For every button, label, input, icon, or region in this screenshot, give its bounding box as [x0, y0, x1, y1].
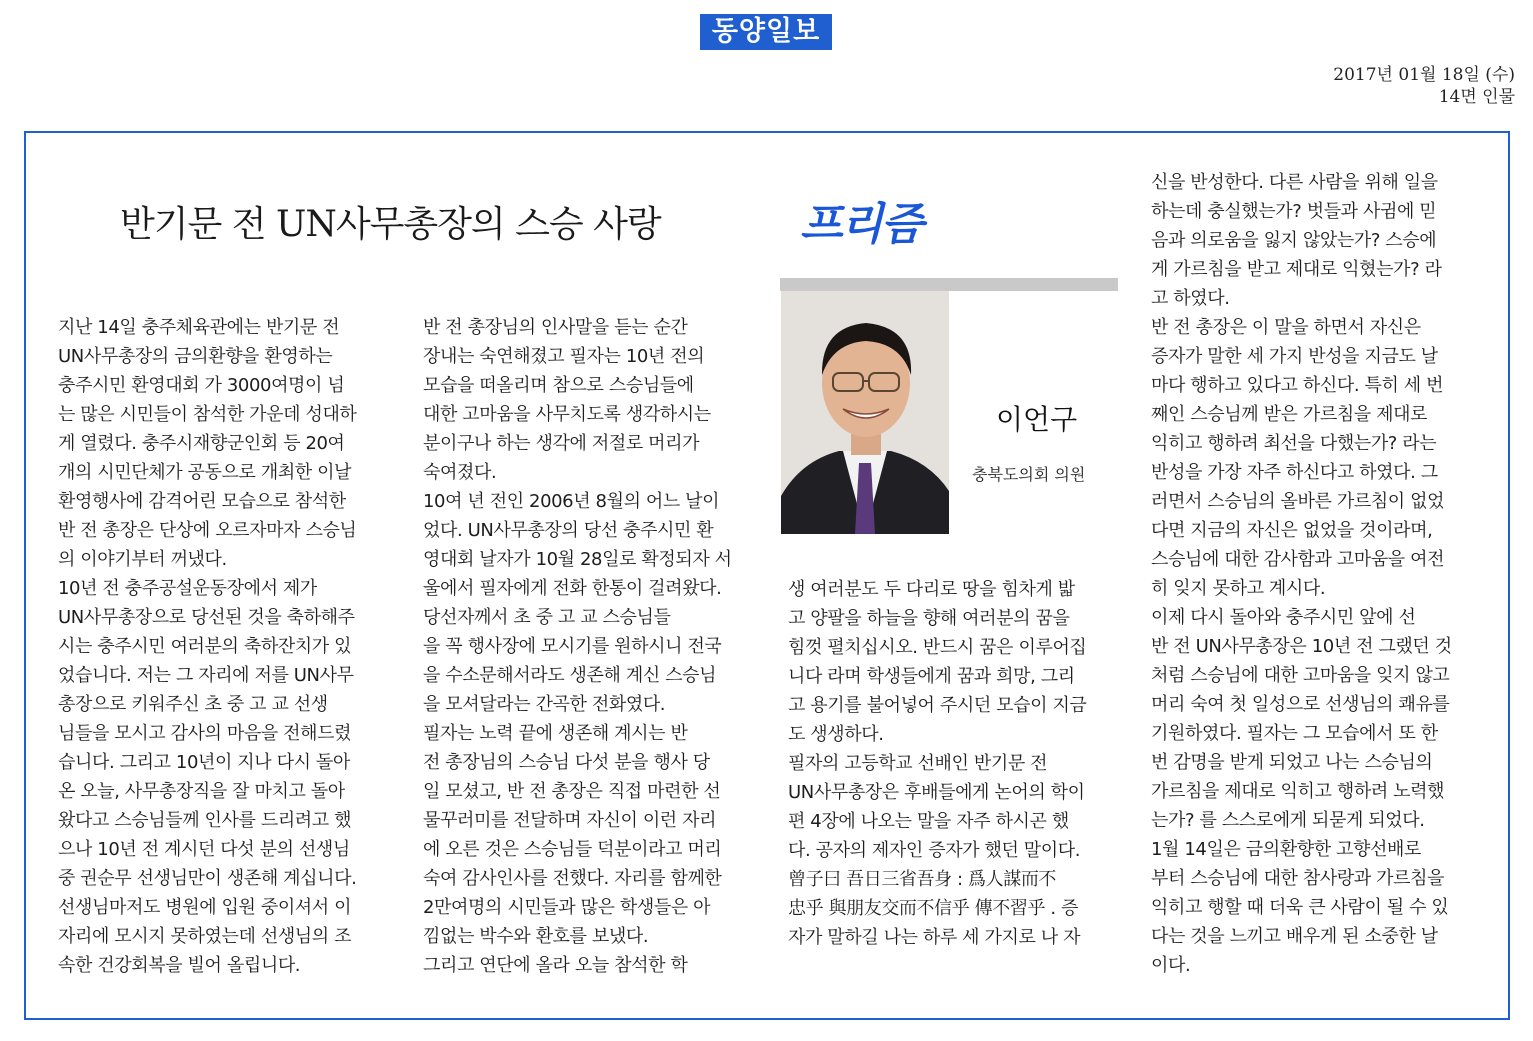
text-line: 고 하였다.: [1151, 288, 1230, 309]
text-line: 영대회 날자가 10월 28일로 확정되자 서: [423, 549, 732, 570]
text-line: 가르침을 제대로 익히고 행하려 노력했: [1151, 781, 1445, 802]
text-line: 숙여 감사인사를 전했다. 자리를 함께한: [423, 868, 722, 889]
text-line: 반 전 총장님의 인사말을 듣는 순간: [423, 317, 688, 338]
text-line: 번 감명을 받게 되었고 나는 스승님의: [1151, 752, 1433, 773]
text-line: 반 전 UN사무총장은 10년 전 그랬던 것: [1151, 636, 1452, 657]
text-line: 10여 년 전인 2006년 8월의 어느 날이: [423, 491, 720, 512]
text-line: 충주시민 환영대회 가 3000여명이 넘: [58, 375, 345, 396]
text-line: 익히고 행할 때 더욱 큰 사람이 될 수 있: [1151, 897, 1449, 918]
text-line: 하는데 충실했는가? 벗들과 사귐에 믿: [1151, 201, 1437, 222]
text-line: 게 열렸다. 충주시재향군인회 등 20여: [58, 433, 345, 454]
text-line: UN사무총장으로 당선된 것을 축하해주: [58, 607, 355, 628]
text-line: 반성을 가장 자주 하신다고 하였다. 그: [1151, 462, 1438, 483]
text-column-1: [58, 313, 390, 980]
publication-date: 2017년 01월 18일 (수): [1333, 65, 1515, 85]
author-photo: [781, 291, 949, 534]
text-line: 지난 14일 충주체육관에는 반기문 전: [58, 317, 340, 338]
text-line: 1월 14일은 금의환향한 고향선배로: [1151, 839, 1421, 860]
dateline: [1333, 64, 1515, 108]
text-line: 모습을 떠올리며 참으로 스승님들에: [423, 375, 694, 396]
text-line: 曾子曰 吾日三省吾身 : 爲人謀而不: [788, 869, 1057, 890]
text-line: 었다. UN사무총장의 당선 충주시민 환: [423, 520, 714, 541]
text-line: 다. 공자의 제자인 증자가 했던 말이다.: [788, 840, 1081, 861]
text-line: 자가 말하길 나는 하루 세 가지로 나 자: [788, 927, 1081, 948]
text-line: 히 잊지 못하고 계시다.: [1151, 578, 1326, 599]
text-line: 온 오늘, 사무총장직을 잘 마치고 돌아: [58, 781, 345, 802]
text-line: 2만여명의 시민들과 많은 학생들은 아: [423, 897, 711, 918]
text-line: 편 4장에 나오는 말을 자주 하시곤 했: [788, 811, 1069, 832]
text-line: 10년 전 충주공설운동장에서 제가: [58, 578, 317, 599]
author-name: 이언구: [996, 403, 1078, 436]
text-column-4: [1151, 168, 1485, 980]
text-line: 째인 스승님께 받은 가르침을 제대로: [1151, 404, 1428, 425]
text-line: 이제 다시 돌아와 충주시민 앞에 선: [1151, 607, 1416, 628]
text-line: 머리 숙여 첫 일성으로 선생님의 쾌유를: [1151, 694, 1450, 715]
text-line: 환영행사에 감격어린 모습으로 참석한: [58, 491, 346, 512]
text-line: 왔다고 스승님들께 인사를 드리려고 했: [58, 810, 352, 831]
text-line: 습니다. 그리고 10년이 지나 다시 돌아: [58, 752, 350, 773]
text-line: 도 생생하다.: [788, 724, 884, 745]
text-line: 을 수소문해서라도 생존해 계신 스승님: [423, 665, 717, 686]
text-line: 울에서 필자에게 전화 한통이 걸려왔다.: [423, 578, 722, 599]
text-line: 일 모셨고, 반 전 총장은 직접 마련한 선: [423, 781, 721, 802]
text-line: 증자가 말한 세 가지 반성을 지금도 날: [1151, 346, 1438, 367]
text-line: 분이구나 하는 생각에 저절로 머리가: [423, 433, 700, 454]
text-line: 반 전 총장은 단상에 오르자마자 스승님: [58, 520, 357, 541]
text-line: 속한 건강회복을 빌어 올립니다.: [58, 955, 301, 976]
text-line: 다는 것을 느끼고 배우게 된 소중한 날: [1151, 926, 1438, 947]
text-line: 고 양팔을 하늘을 향해 여러분의 꿈을: [788, 608, 1070, 629]
text-line: 장내는 숙연해졌고 필자는 10년 전의: [423, 346, 705, 367]
text-line: 을 모셔달라는 간곡한 전화였다.: [423, 694, 666, 715]
author-title: 충북도의회 의원: [972, 465, 1086, 484]
text-line: 생 여러분도 두 다리로 땅을 힘차게 밟: [788, 579, 1075, 600]
text-line: 기원하였다. 필자는 그 모습에서 또 한: [1151, 723, 1438, 744]
text-line: 처럼 스승님에 대한 고마움을 잊지 않고: [1151, 665, 1450, 686]
text-line: 물꾸러미를 전달하며 자신이 이런 자리: [423, 810, 717, 831]
text-line: 개의 시민단체가 공동으로 개최한 이날: [58, 462, 352, 483]
text-line: 음과 의로움을 잃지 않았는가? 스승에: [1151, 230, 1437, 251]
photo-header-band: [780, 278, 1118, 291]
text-line: 중 권순무 선생님만이 생존해 계십니다.: [58, 868, 357, 889]
text-line: 의 이야기부터 꺼냈다.: [58, 549, 227, 570]
text-line: 당선자께서 초 중 고 교 스승님들: [423, 607, 671, 628]
text-line: 는 많은 시민들이 참석한 가운데 성대하: [58, 404, 357, 425]
text-line: 忠乎 與朋友交而不信乎 傳不習乎 . 증: [788, 898, 1078, 919]
text-line: 숙여졌다.: [423, 462, 497, 483]
text-line: 대한 고마움을 사무치도록 생각하시는: [423, 404, 711, 425]
text-line: 힘껏 펼치십시오. 반드시 꿈은 이루어집: [788, 637, 1087, 658]
text-line: 에 오른 것은 스승님들 덕분이라고 머리: [423, 839, 722, 860]
text-column-2: [423, 313, 755, 980]
text-line: 자리에 모시지 못하였는데 선생님의 조: [58, 926, 352, 947]
text-line: 러면서 스승님의 올바른 가르침이 없었: [1151, 491, 1445, 512]
text-line: 스승님에 대한 감사함과 고마움을 여전: [1151, 549, 1445, 570]
text-line: 반 전 총장은 이 말을 하면서 자신은: [1151, 317, 1421, 338]
text-line: 그리고 연단에 올라 오늘 참석한 학: [423, 955, 688, 976]
text-line: 필자의 고등학교 선배인 반기문 전: [788, 753, 1048, 774]
text-line: 익히고 행하려 최선을 다했는가? 라는: [1151, 433, 1437, 454]
text-line: 는가? 를 스스로에게 되묻게 되었다.: [1151, 810, 1425, 831]
page-section: 14면 인물: [1438, 87, 1515, 107]
text-line: UN사무총장은 후배들에게 논어의 학이: [788, 782, 1085, 803]
text-line: 부터 스승님에 대한 참사랑과 가르침을: [1151, 868, 1445, 889]
text-column-3: [788, 575, 1120, 952]
text-line: 마다 행하고 있다고 하신다. 특히 세 번: [1151, 375, 1444, 396]
text-line: 낌없는 박수와 환호를 보냈다.: [423, 926, 649, 947]
text-line: UN사무총장의 금의환향을 환영하는: [58, 346, 333, 367]
text-line: 니다 라며 학생들에게 꿈과 희망, 그리: [788, 666, 1075, 687]
author-portrait-image: [781, 291, 949, 534]
text-line: 총장으로 키워주신 초 중 고 교 선생: [58, 694, 328, 715]
newspaper-masthead: 동양일보: [700, 14, 832, 50]
text-line: 었습니다. 저는 그 자리에 저를 UN사무: [58, 665, 354, 686]
text-line: 을 꼭 행사장에 모시기를 원하시니 전국: [423, 636, 722, 657]
text-line: 신을 반성한다. 다른 사람을 위해 일을: [1151, 172, 1438, 193]
text-line: 시는 충주시민 여러분의 축하잔치가 있: [58, 636, 352, 657]
text-line: 필자는 노력 끝에 생존해 계시는 반: [423, 723, 688, 744]
text-line: 이다.: [1151, 955, 1191, 976]
text-line: 게 가르침을 받고 제대로 익혔는가? 라: [1151, 259, 1442, 280]
text-line: 으나 10년 전 계시던 다섯 분의 선생님: [58, 839, 350, 860]
text-line: 님들을 모시고 감사의 마음을 전해드렸: [58, 723, 352, 744]
article-headline: 반기문 전 UN사무총장의 스승 사랑: [120, 204, 661, 245]
text-line: 선생님마저도 병원에 입원 중이셔서 이: [58, 897, 352, 918]
column-logo: 프리즘: [800, 199, 922, 250]
text-line: 전 총장님의 스승님 다섯 분을 행사 당: [423, 752, 710, 773]
text-line: 다면 지금의 자신은 없었을 것이라며,: [1151, 520, 1433, 541]
text-line: 고 용기를 불어넣어 주시던 모습이 지금: [788, 695, 1087, 716]
